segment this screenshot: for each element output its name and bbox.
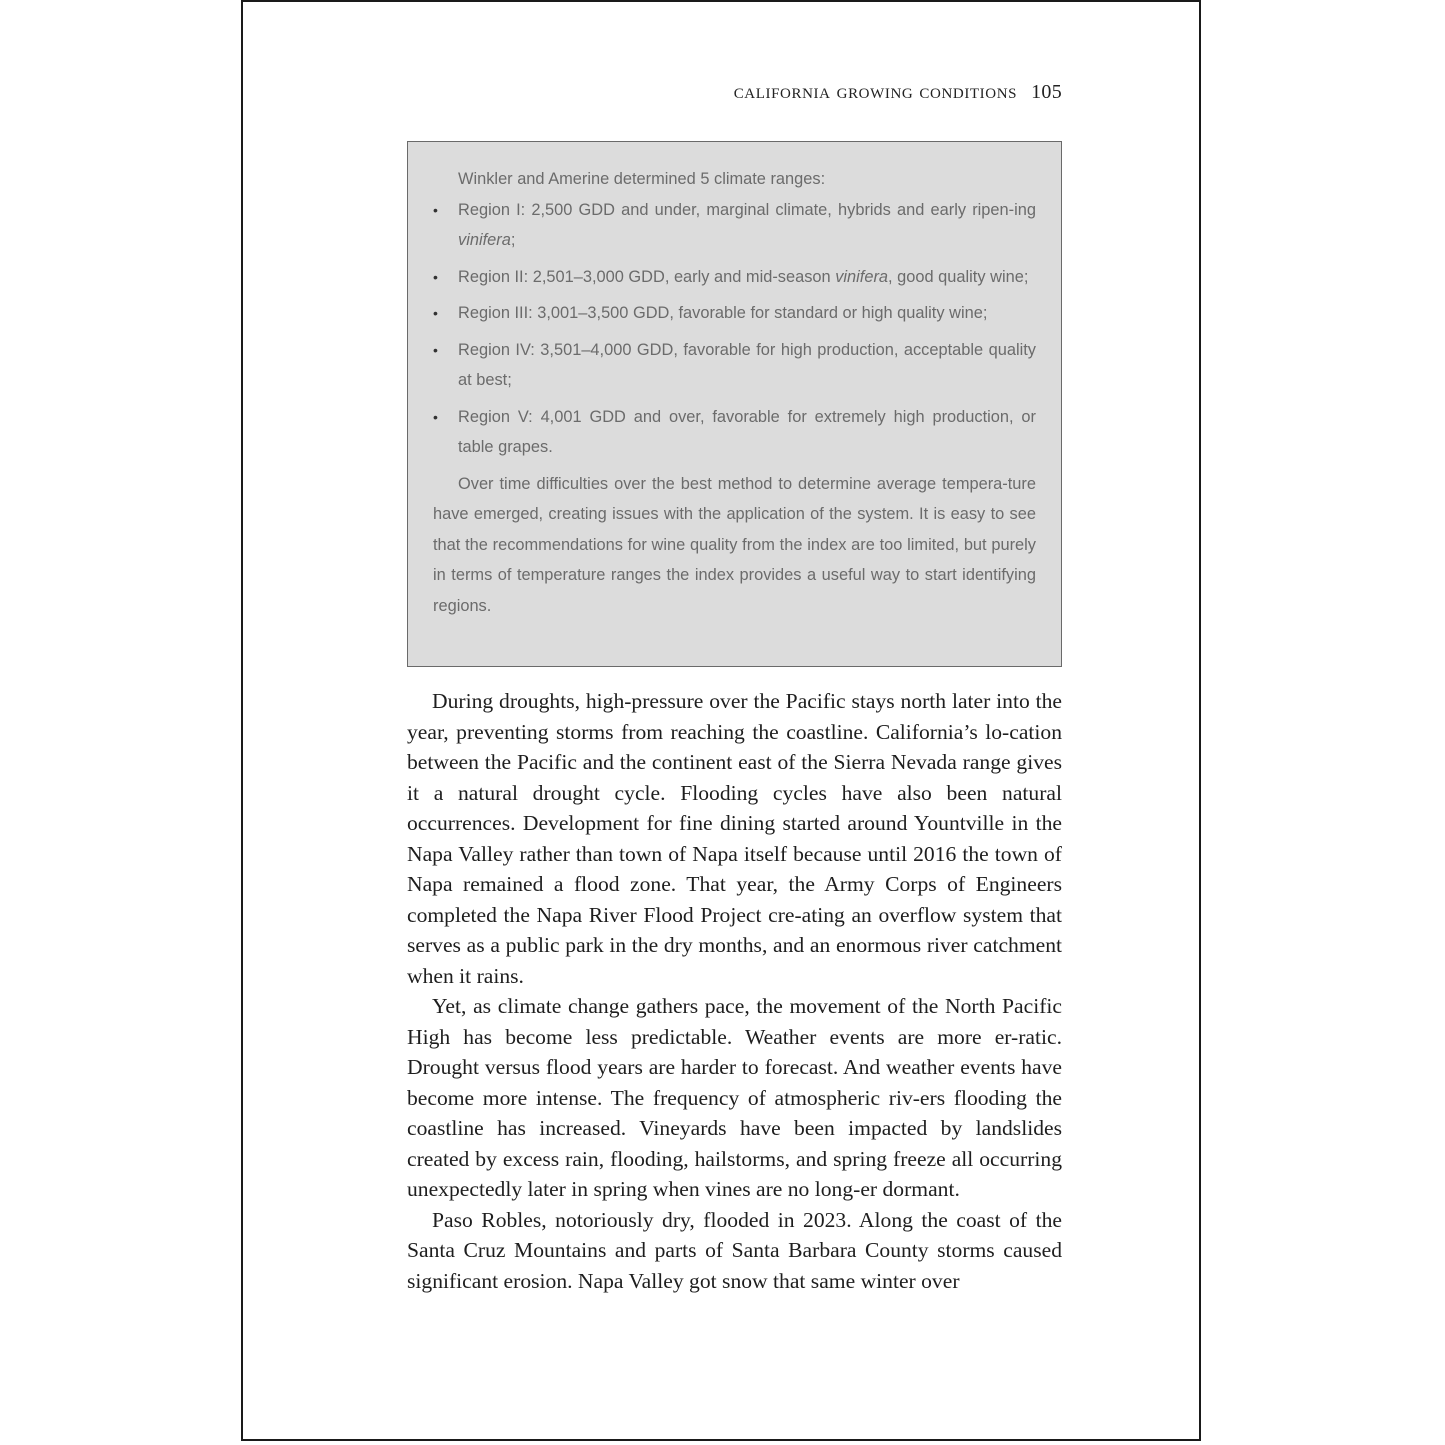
region-italic: vinifera [835, 267, 889, 286]
list-item [433, 335, 1036, 396]
region-list [433, 195, 1036, 463]
region-text-end: ; [510, 231, 516, 249]
running-head [408, 78, 1062, 104]
bullet-icon: • [433, 341, 438, 358]
region-text: Region II: 2,501–3,000 GDD, early and mid-season [458, 267, 836, 286]
list-item [433, 298, 1036, 329]
bullet-icon: • [433, 305, 438, 321]
region-text: Region V: 4,001 GDD and over, favorable for extremely high production, or table grapes. [458, 407, 1036, 456]
region-text: Region I: 2,500 GDD and under, marginal climate, hybrids and early ripen-ing [458, 200, 1036, 219]
bullet-icon: • [433, 408, 438, 425]
region-italic: vinifera [458, 231, 511, 249]
region-text: Region III: 3,001–3,500 GDD, favorable for standard or high quality wine; [458, 304, 988, 322]
bullet-icon: • [433, 201, 438, 218]
sidebar-closing-paragraph: Over time difficulties over the best method to determine average tempera-ture have emerged, creating issues with the application of the system. It is easy to see that the recommendations for wine quality from the index are too limited, but purely in terms of temperature ranges the index provides a useful way to start identifying regions. [433, 474, 1036, 615]
page-number: 105 [1031, 81, 1062, 103]
list-item [433, 402, 1036, 463]
region-text: Region IV: 3,501–4,000 GDD, favorable for high production, acceptable quality at best; [458, 340, 1036, 389]
body-paragraph: Paso Robles, notoriously dry, flooded in 2023. Along the coast of the Santa Cruz Mountains and parts of Santa Barbara County storms caused significant erosion. Napa Valley got snow that same winter over [407, 1207, 1062, 1293]
body-paragraph: Yet, as climate change gathers pace, the movement of the North Pacific High has become less predictable. Weather events are more er-ratic. Drought versus flood years are harder to forecast. And weather events have become more intense. The frequency of atmospheric riv-ers flooding the coastline has increased. Vineyards have been impacted by landslides created by excess rain, flooding, hailstorms, and spring freeze all occurring unexpectedly later in spring when vines are no long-er dormant. [407, 994, 1062, 1201]
region-text-end: , good quality wine; [888, 267, 1029, 286]
main-text [407, 686, 1062, 1296]
sidebar-intro: Winkler and Amerine determined 5 climate ranges: [458, 170, 826, 188]
body-paragraph: During droughts, high-pressure over the Pacific stays north later into the year, preventing storms from reaching the coastline. California’s lo-cation between the Pacific and the continent east of the Sierra Nevada range gives it a natural drought cycle. Flooding cycles have also been natural occurrences. Development for fine dining started around Yountville in the Napa Valley rather than town of Napa itself because until 2016 the town of Napa remained a flood zone. That year, the Army Corps of Engineers completed the Napa River Flood Project cre-ating an overflow system that serves as a public park in the dry months, and an enormous river catchment when it rains. [407, 689, 1062, 988]
list-item [433, 195, 1036, 256]
climate-ranges-sidebar [407, 141, 1062, 667]
bullet-icon: • [433, 268, 438, 285]
list-item [433, 262, 1036, 293]
chapter-title: california growing conditions [733, 78, 1018, 103]
